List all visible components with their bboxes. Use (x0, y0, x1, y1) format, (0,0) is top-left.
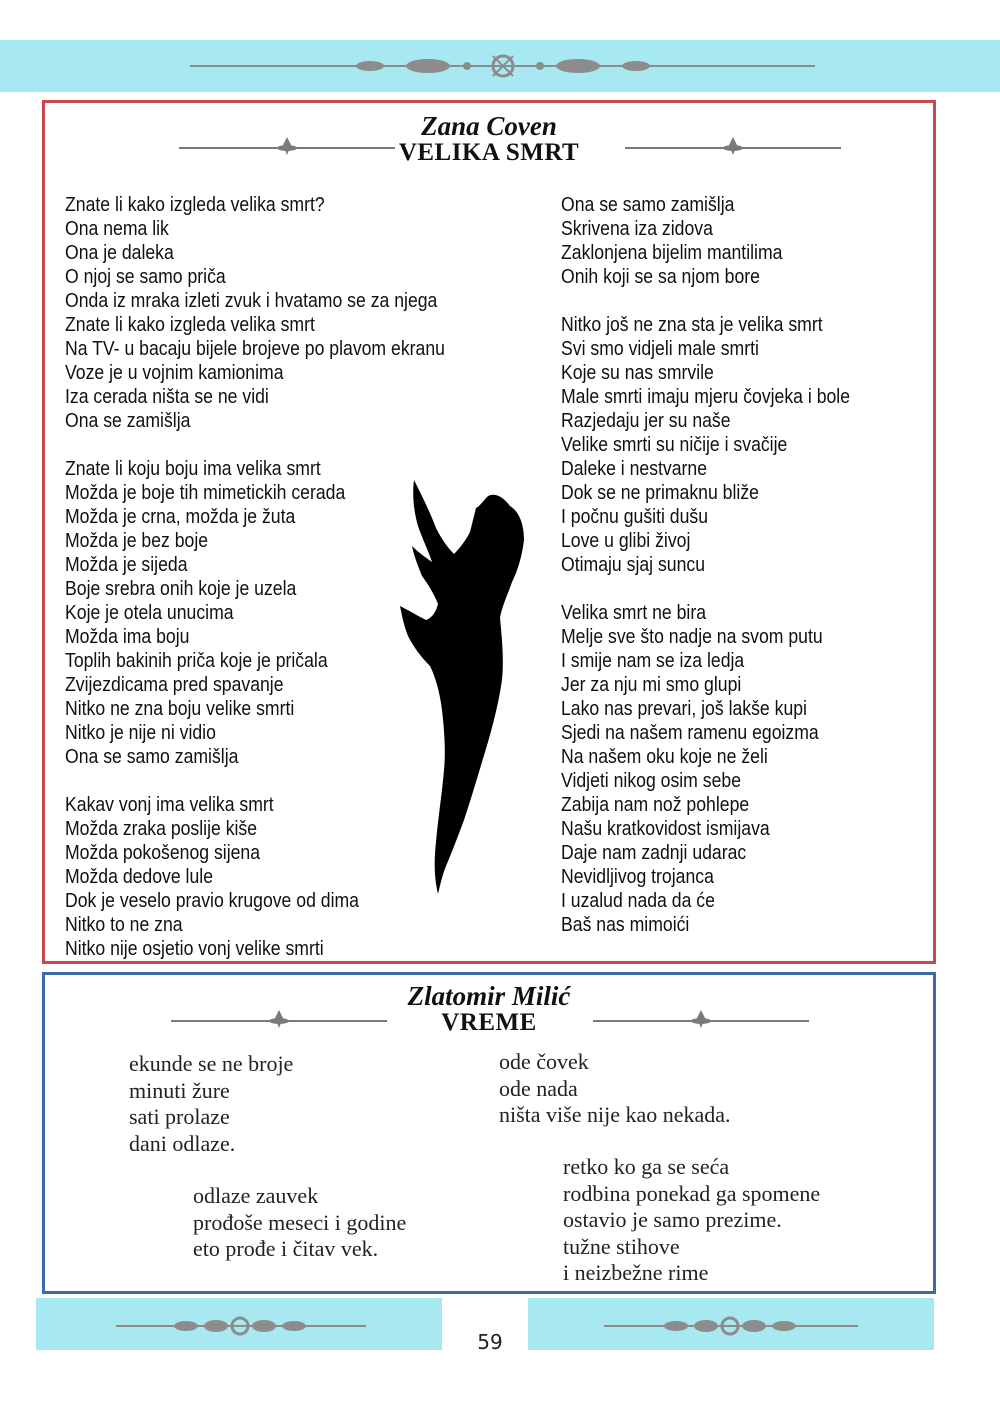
poem1-right-stanza-3 (561, 601, 850, 937)
right-ornament-icon (623, 133, 843, 157)
poem1-left-column (65, 193, 445, 961)
verse-line: Velike smrti su ničije i svačije (561, 433, 788, 456)
verse-line: minuti žure (129, 1077, 230, 1103)
bottom-right-ornament-icon (528, 1298, 934, 1350)
verse-line: Koje su nas smrvile (561, 361, 714, 384)
verse-line: Onda iz mraka izleti zvuk i hvatamo se za njega (65, 289, 438, 312)
verse-line: ostavio je samo prezime. (563, 1207, 782, 1232)
poem1-right-column (561, 193, 850, 937)
verse-line: Zaklonjena bijelim mantilima (561, 241, 783, 264)
verse-line: Našu kratkovidost ismijava (561, 817, 770, 840)
verse-line: Ona se samo zamišlja (65, 745, 239, 768)
verse-line: Zvijezdicama pred spavanje (65, 673, 284, 696)
verse-line: Svi smo vidjeli male smrti (561, 337, 759, 360)
verse-line: Nitko ne zna boju velike smrti (65, 697, 295, 720)
verse-line: Vidjeti nikog osim sebe (561, 769, 741, 792)
verse-line: Nevidljivog trojanca (561, 865, 714, 888)
page-number: 59 (477, 1330, 503, 1354)
verse-line: ode čovek (499, 1049, 589, 1074)
verse-line: Male smrti imaju mjeru čovjeka i bole (561, 385, 851, 408)
verse-line: Skrivena iza zidova (561, 217, 713, 240)
verse-line: Ona nema lik (65, 217, 169, 240)
verse-line: I uzalud nada da će (561, 889, 715, 912)
left-ornament-icon (169, 1007, 389, 1031)
bottom-right-decorative-band (528, 1298, 934, 1350)
verse-line: odlaze zauvek (193, 1183, 319, 1208)
poem2-frame (42, 972, 936, 1294)
verse-line: Koje je otela unucima (65, 601, 234, 624)
verse-line: Znate li kako izgleda velika smrt? (65, 193, 325, 216)
verse-line: Ona se zamišlja (65, 409, 191, 432)
verse-line: Baš nas mimoići (561, 913, 690, 936)
verse-line: Možda zraka poslije kiše (65, 817, 258, 840)
verse-line: Možda je boje tih mimetickih cerada (65, 481, 346, 504)
verse-line: Iza cerada ništa se ne vidi (65, 385, 269, 408)
right-ornament-icon (591, 1007, 811, 1031)
poem2-stanza-4 (563, 1154, 820, 1287)
verse-line: tužne stihove (563, 1233, 680, 1259)
verse-line: I smije nam se iza ledja (561, 649, 745, 672)
verse-line: Nitko još ne zna sta je velika smrt (561, 313, 823, 336)
left-ornament-icon (177, 133, 397, 157)
poem1-left-stanza-2 (65, 457, 445, 769)
verse-line: Razjedaju jer su naše (561, 409, 731, 432)
poem1-author: Zana Coven (421, 111, 557, 141)
verse-line: Nitko to ne zna (65, 913, 183, 936)
poem2-stanza-1 (129, 1051, 293, 1157)
verse-line: ode nada (499, 1075, 578, 1101)
verse-line: Kakav vonj ima velika smrt (65, 793, 274, 816)
verse-line: sati prolaze (129, 1104, 230, 1129)
verse-line: Toplih bakinih priča koje je pričala (65, 649, 328, 672)
verse-line: Dok se ne primaknu bliže (561, 481, 759, 504)
verse-line: Voze je u vojnim kamionima (65, 361, 284, 384)
poem1-left-stanza-3 (65, 793, 445, 961)
verse-line: Zabija nam nož pohlepe (561, 793, 750, 816)
verse-line: Možda je crna, možda je žuta (65, 505, 296, 528)
angel-silhouette-icon (400, 478, 530, 898)
verse-line: Daleke i nestvarne (561, 457, 708, 480)
verse-line: Možda je sijeda (65, 553, 188, 576)
verse-line: Melje sve što nadje na svom putu (561, 625, 823, 648)
verse-line: Nitko nije osjetio vonj velike smrti (65, 937, 324, 960)
verse-line: Nitko je nije ni vidio (65, 721, 216, 744)
poem2-stanza-2 (193, 1183, 406, 1263)
poem1-right-stanza-2 (561, 313, 850, 577)
top-band-ornament-icon (0, 40, 1000, 92)
verse-line: prođoše meseci i godine (193, 1209, 407, 1235)
verse-line: ekunde se ne broje (129, 1051, 294, 1076)
bottom-left-ornament-icon (36, 1298, 442, 1350)
verse-line: Možda dedove lule (65, 865, 214, 888)
poem2-author: Zlatomir Milić (407, 981, 571, 1011)
top-decorative-band (0, 40, 1000, 92)
verse-line: Jer za nju mi smo glupi (561, 673, 742, 696)
verse-line: Možda pokošenog sijena (65, 841, 261, 864)
poem1-right-stanza-1 (561, 193, 850, 289)
verse-line: dani odlaze. (129, 1130, 236, 1156)
verse-line: Možda ima boju (65, 625, 190, 648)
verse-line: Znate li kako izgleda velika smrt (65, 313, 315, 336)
verse-line: Na TV- u bacaju bijele brojeve po plavom ekranu (65, 337, 445, 360)
verse-line: eto prođe i čitav vek. (193, 1236, 379, 1261)
poem2-stanza-3 (499, 1049, 731, 1129)
verse-line: Boje srebra onih koje je uzela (65, 577, 297, 600)
verse-line: ništa više nije kao nekada. (499, 1102, 731, 1127)
verse-line: Otimaju sjaj suncu (561, 553, 706, 576)
verse-line: Sjedi na našem ramenu egoizma (561, 721, 819, 744)
verse-line: Lako nas prevari, još lakše kupi (561, 697, 807, 720)
verse-line: Dok je veselo pravio krugove od dima (65, 889, 359, 912)
verse-line: Onih koji se sa njom bore (561, 265, 760, 288)
poem1-left-stanza-1 (65, 193, 445, 433)
verse-line: O njoj se samo priča (65, 265, 226, 288)
verse-line: Ona je daleka (65, 241, 174, 264)
verse-line: i neizbežne rime (563, 1260, 709, 1285)
verse-line: Na našem oku koje ne želi (561, 745, 768, 768)
poem2-title: VREME (441, 1009, 537, 1036)
verse-line: Daje nam zadnji udarac (561, 841, 747, 864)
verse-line: I počnu gušiti dušu (561, 505, 709, 528)
verse-line: retko ko ga se seća (563, 1154, 730, 1179)
verse-line: Velika smrt ne bira (561, 601, 707, 624)
verse-line: rodbina ponekad ga spomene (563, 1180, 821, 1206)
bottom-left-decorative-band (36, 1298, 442, 1350)
poem1-title: VELIKA SMRT (398, 139, 580, 166)
verse-line: Love u glibi živoj (561, 529, 691, 552)
verse-line: Možda je bez boje (65, 529, 209, 552)
verse-line: Ona se samo zamišlja (561, 193, 735, 216)
verse-line: Znate li koju boju ima velika smrt (65, 457, 321, 480)
